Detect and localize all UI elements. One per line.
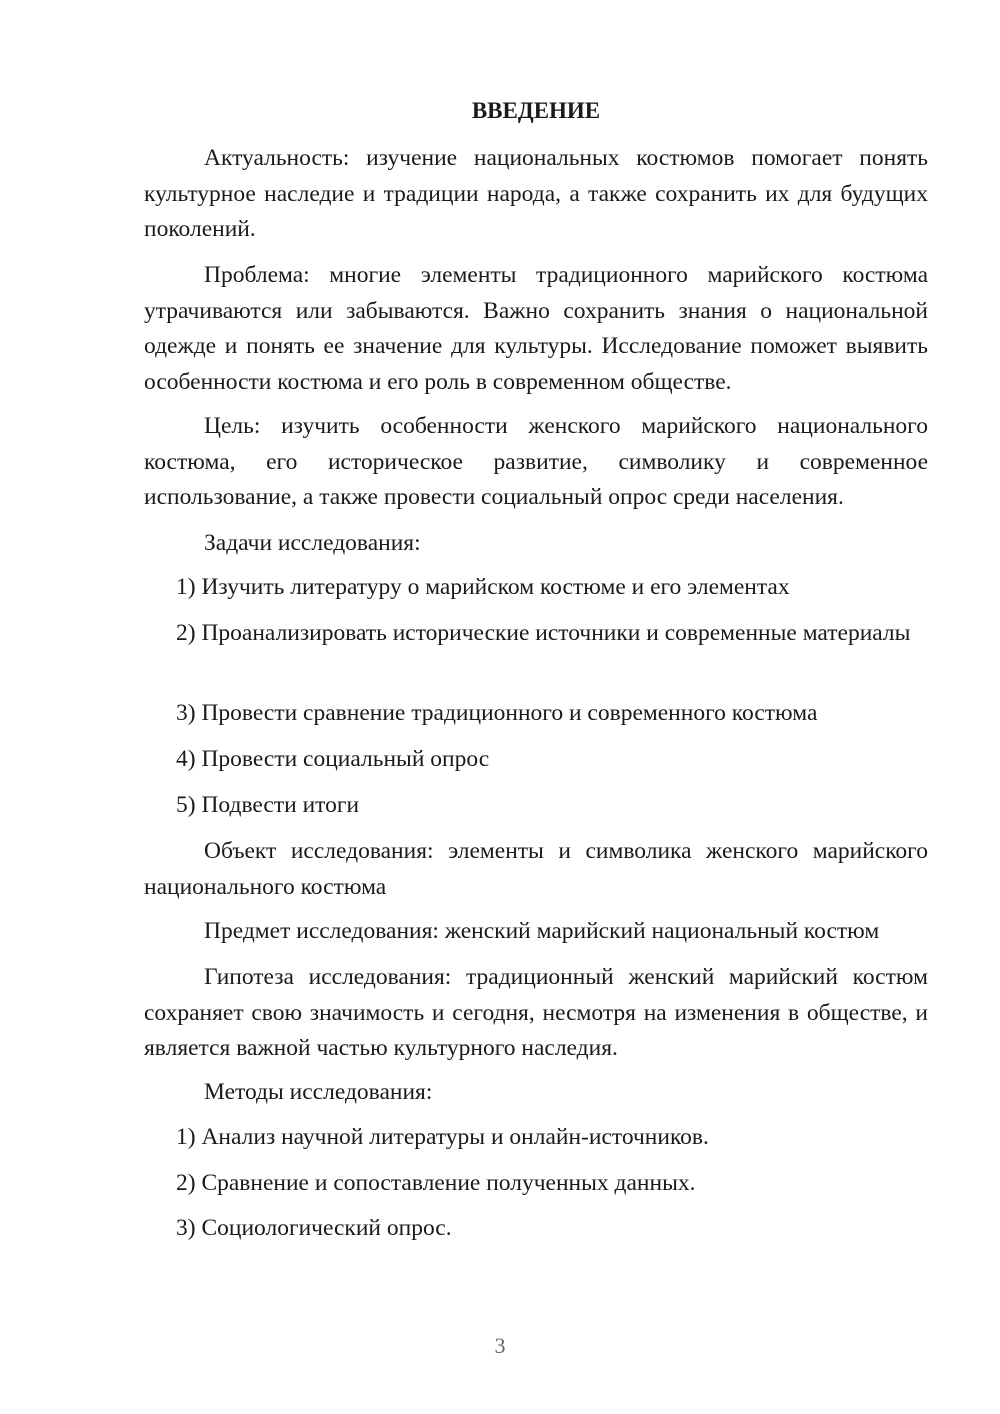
problem-paragraph: Проблема: многие элементы традиционного марийского костюма утрачиваются или забываются. Важно сохранить знания о национальной одежде и понять ее значение для культуры. Исследование поможет выявить особенности костюма и его роль в современном обществе. — [144, 262, 928, 395]
methods-heading: Методы исследования: — [204, 1079, 433, 1105]
method-item: 3) Социологический опрос. — [176, 1215, 452, 1241]
task-item: 5) Подвести итоги — [176, 792, 360, 818]
page-number: 3 — [494, 1333, 506, 1358]
object-paragraph: Объект исследования: элементы и символика женского марийского национального костюма — [144, 838, 928, 900]
subject-paragraph: Предмет исследования: женский марийский национальный костюм — [204, 918, 880, 944]
section-title: ВВЕДЕНИЕ — [471, 98, 601, 123]
hypothesis-paragraph: Гипотеза исследования: традиционный женский марийский костюм сохраняет свою значимость и сегодня, несмотря на изменения в обществе, и является важной частью культурного наследия. — [144, 964, 928, 1061]
goal-paragraph: Цель: изучить особенности женского марийского национального костюма, его историческое развитие, символику и современное использование, а также провести социальный опрос среди населения. — [144, 413, 928, 510]
relevance-paragraph: Актуальность: изучение национальных костюмов помогает понять культурное наследие и традиции народа, а также сохранить их для будущих поколений. — [144, 145, 928, 242]
task-item: 2) Проанализировать исторические источники и современные материалы — [176, 620, 911, 646]
task-item: 4) Провести социальный опрос — [176, 746, 490, 772]
tasks-heading: Задачи исследования: — [204, 530, 421, 556]
method-item: 2) Сравнение и сопоставление полученных данных. — [176, 1170, 696, 1196]
task-item: 3) Провести сравнение традиционного и современного костюма — [176, 700, 818, 726]
task-item: 1) Изучить литературу о марийском костюме и его элементах — [176, 574, 790, 600]
method-item: 1) Анализ научной литературы и онлайн-источников. — [176, 1124, 709, 1150]
